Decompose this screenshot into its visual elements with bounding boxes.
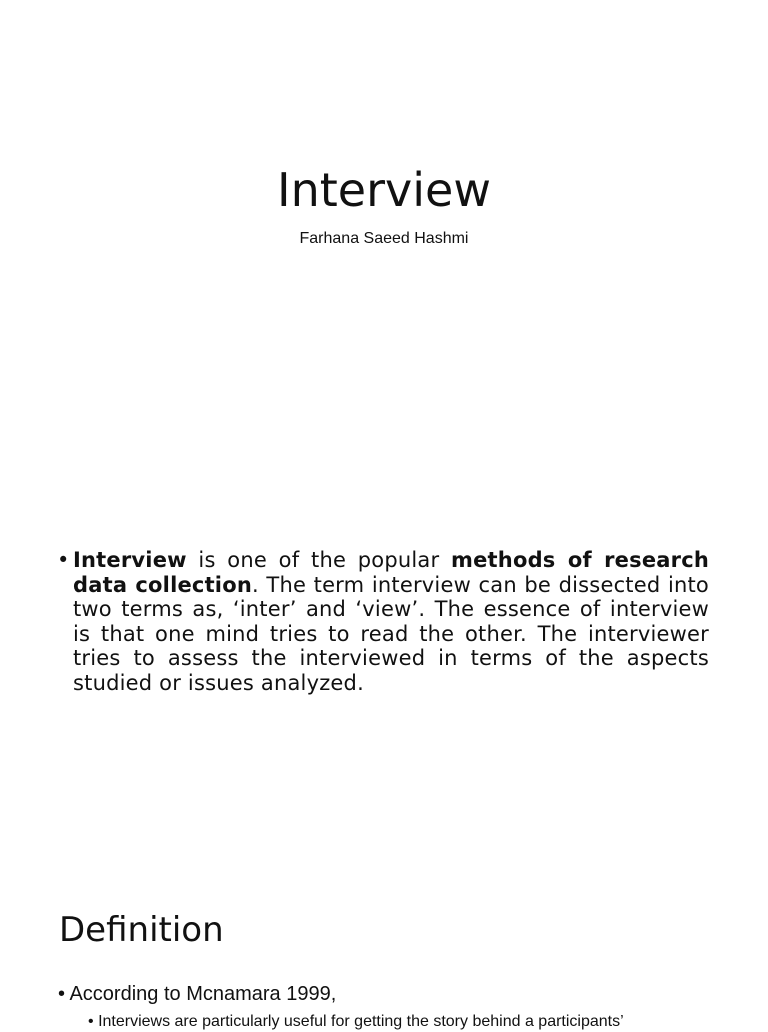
emphasis-bold: methods of research data collection <box>73 548 709 597</box>
intro-text-part-1: is one of the popular <box>186 548 452 572</box>
definition-bullet-text: According to Mcnamara 1999, <box>69 983 337 1005</box>
slide-subtitle: Farhana Saeed Hashmi <box>299 230 469 247</box>
term-bold: Interview <box>73 548 187 572</box>
definition-sub-bullet-text: Interviews are particularly useful for getting the story behind a participants’ <box>98 1013 624 1030</box>
sub-bullet-marker: • <box>88 1013 94 1030</box>
intro-slide <box>0 510 768 870</box>
bullet-marker: • <box>58 983 66 1005</box>
definition-bullet <box>58 982 336 1006</box>
bullet-marker: • <box>57 548 70 572</box>
intro-bullet-text <box>73 548 709 695</box>
definition-sub-bullet <box>88 1012 624 1032</box>
definition-heading: Definition <box>59 910 224 950</box>
intro-bullet <box>57 548 709 695</box>
definition-slide <box>0 870 768 1030</box>
intro-text-part-2: . The term interview can be dissected into two terms as, ‘inter’ and ‘view’. The essence of interview is that one mind tries to read the other. The interviewer tries to assess the interviewed in terms of the aspects studied or issues analyzed. <box>73 572 709 695</box>
slide-title: Interview <box>277 163 491 217</box>
title-slide <box>0 0 768 510</box>
